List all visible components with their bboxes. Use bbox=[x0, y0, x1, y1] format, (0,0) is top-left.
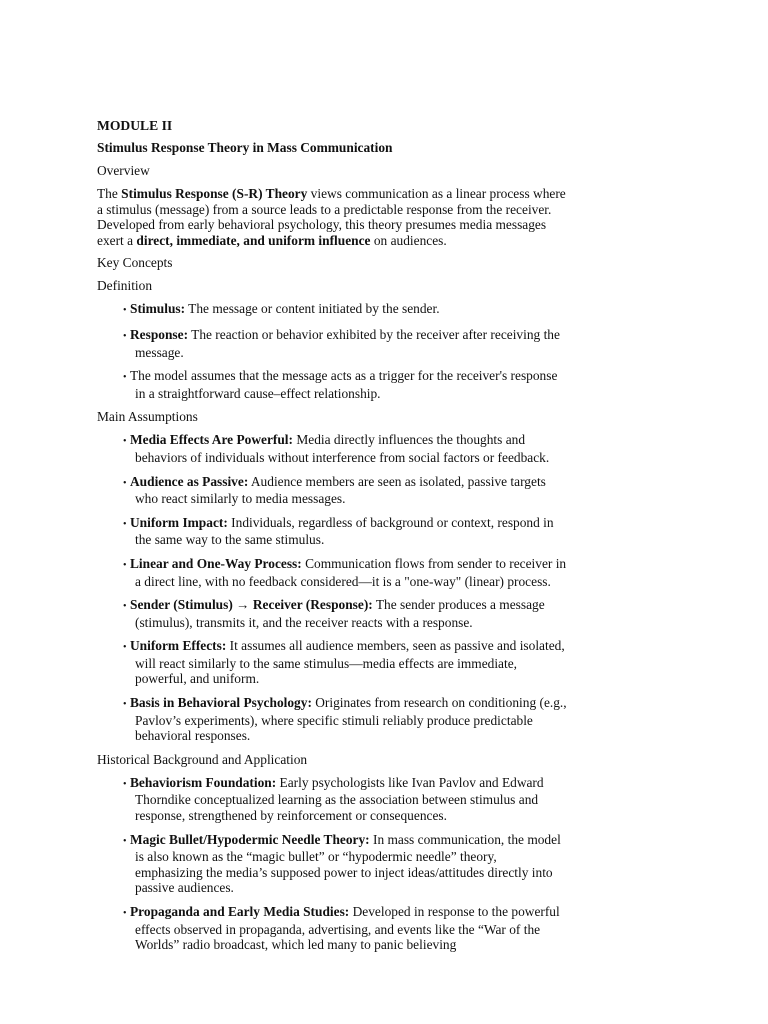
list-item bbox=[97, 904, 567, 953]
list-item bbox=[97, 597, 567, 630]
bullet-icon: • bbox=[123, 699, 127, 711]
list-item bbox=[97, 638, 567, 687]
item-text: The message or content initiated by the sender. bbox=[185, 301, 440, 317]
history-list bbox=[97, 775, 567, 953]
item-term: Propaganda and Early Media Studies: bbox=[130, 904, 350, 919]
item-text: In mass communication, the model is also known as the “magic bullet” or “hypodermic needle” theory, emphasizing the media’s supposed power to inject ideas/attitudes directly into passive audiences. bbox=[135, 831, 561, 896]
item-term: Behaviorism Foundation: bbox=[130, 774, 277, 790]
list-item bbox=[97, 301, 567, 319]
item-text: Audience members are seen as isolated, passive targets who react similarly to media messages. bbox=[135, 473, 546, 507]
item-text: The sender produces a message (stimulus), transmits it, and the receiver reacts with a response. bbox=[135, 597, 545, 630]
key-concepts-heading: Key Concepts bbox=[97, 255, 173, 271]
bullet-icon: • bbox=[123, 908, 127, 919]
module-title: MODULE II bbox=[97, 118, 173, 133]
item-term: Uniform Effects: bbox=[130, 638, 227, 654]
list-item bbox=[97, 695, 567, 744]
list-item bbox=[97, 432, 567, 465]
overview-text-1: The bbox=[97, 186, 122, 201]
item-term: Basis in Behavioral Psychology: bbox=[130, 695, 312, 711]
document-body bbox=[97, 118, 567, 961]
list-item bbox=[97, 556, 567, 589]
assumptions-heading: Main Assumptions bbox=[97, 409, 198, 425]
overview-bold-2: direct, immediate, and uniform influence bbox=[136, 232, 371, 248]
bullet-icon: • bbox=[123, 518, 127, 530]
assumptions-list bbox=[97, 432, 567, 744]
item-text: Developed in response to the powerful effects observed in propaganda, advertising, and events like the “War of the Worlds” radio broadcast, which led many to panic believing bbox=[135, 904, 560, 953]
overview-text-3: on audiences. bbox=[370, 232, 447, 248]
list-item bbox=[97, 515, 567, 548]
item-term: Response: bbox=[130, 326, 189, 342]
item-term: Stimulus: bbox=[130, 301, 186, 317]
bullet-icon: • bbox=[123, 436, 127, 448]
item-text: Communication flows from sender to receiver in a direct line, with no feedback considered—it is a "one-way" (linear) process. bbox=[135, 555, 567, 589]
item-text: Media directly influences the thoughts and behaviors of individuals without interference from social factors or feedback. bbox=[135, 432, 550, 465]
item-text: Early psychologists like Ivan Pavlov and Edward Thorndike conceptualized learning as the association between stimulus and response, strengthened by reinforcement or consequences. bbox=[135, 774, 544, 824]
overview-bold-1: Stimulus Response (S-R) Theory bbox=[121, 186, 308, 201]
bullet-icon: • bbox=[123, 601, 127, 613]
history-heading: Historical Background and Application bbox=[97, 751, 308, 767]
overview-heading: Overview bbox=[97, 163, 150, 178]
bullet-icon: • bbox=[123, 372, 127, 384]
definition-heading: Definition bbox=[97, 278, 153, 294]
list-item bbox=[97, 775, 567, 824]
definition-list bbox=[97, 301, 567, 401]
item-term: Uniform Impact: bbox=[130, 514, 228, 530]
bullet-icon: • bbox=[123, 642, 127, 654]
item-term: Magic Bullet/Hypodermic Needle Theory: bbox=[130, 831, 370, 847]
item-text: The model assumes that the message acts as a trigger for the receiver's response in a straightforward cause–effect relationship. bbox=[130, 368, 558, 401]
overview-paragraph bbox=[97, 186, 567, 248]
item-text: It assumes all audience members, seen as passive and isolated, will react similarly to the same stimulus—media effects are immediate, powerful, and uniform. bbox=[135, 638, 565, 687]
item-term: Audience as Passive: bbox=[130, 473, 249, 489]
bullet-icon: • bbox=[123, 835, 127, 847]
bullet-icon: • bbox=[123, 559, 127, 571]
item-text: Originates from research on conditioning (e.g., Pavlov’s experiments), where specific stimuli reliably produce predictable behavioral responses. bbox=[135, 695, 567, 744]
bullet-icon: • bbox=[123, 330, 127, 342]
list-item bbox=[97, 327, 567, 360]
list-item bbox=[97, 368, 567, 401]
item-text: The reaction or behavior exhibited by the receiver after receiving the message. bbox=[135, 326, 560, 360]
list-item bbox=[97, 832, 567, 896]
item-term: Media Effects Are Powerful: bbox=[130, 432, 293, 448]
item-term: Sender (Stimulus) → Receiver (Response): bbox=[130, 597, 373, 613]
item-term: Linear and One-Way Process: bbox=[130, 555, 302, 571]
overview-text-2: views communication as a linear process where a stimulus (message) from a source leads to a predictable response from the receiver. Developed from early behavioral psychology, this theory presumes media messages exert a bbox=[97, 186, 566, 248]
main-title: Stimulus Response Theory in Mass Communication bbox=[97, 140, 393, 155]
bullet-icon: • bbox=[123, 305, 127, 317]
item-text: Individuals, regardless of background or context, respond in the same way to the same stimulus. bbox=[135, 514, 554, 548]
bullet-icon: • bbox=[123, 477, 127, 489]
bullet-icon: • bbox=[123, 778, 127, 790]
list-item bbox=[97, 474, 567, 507]
